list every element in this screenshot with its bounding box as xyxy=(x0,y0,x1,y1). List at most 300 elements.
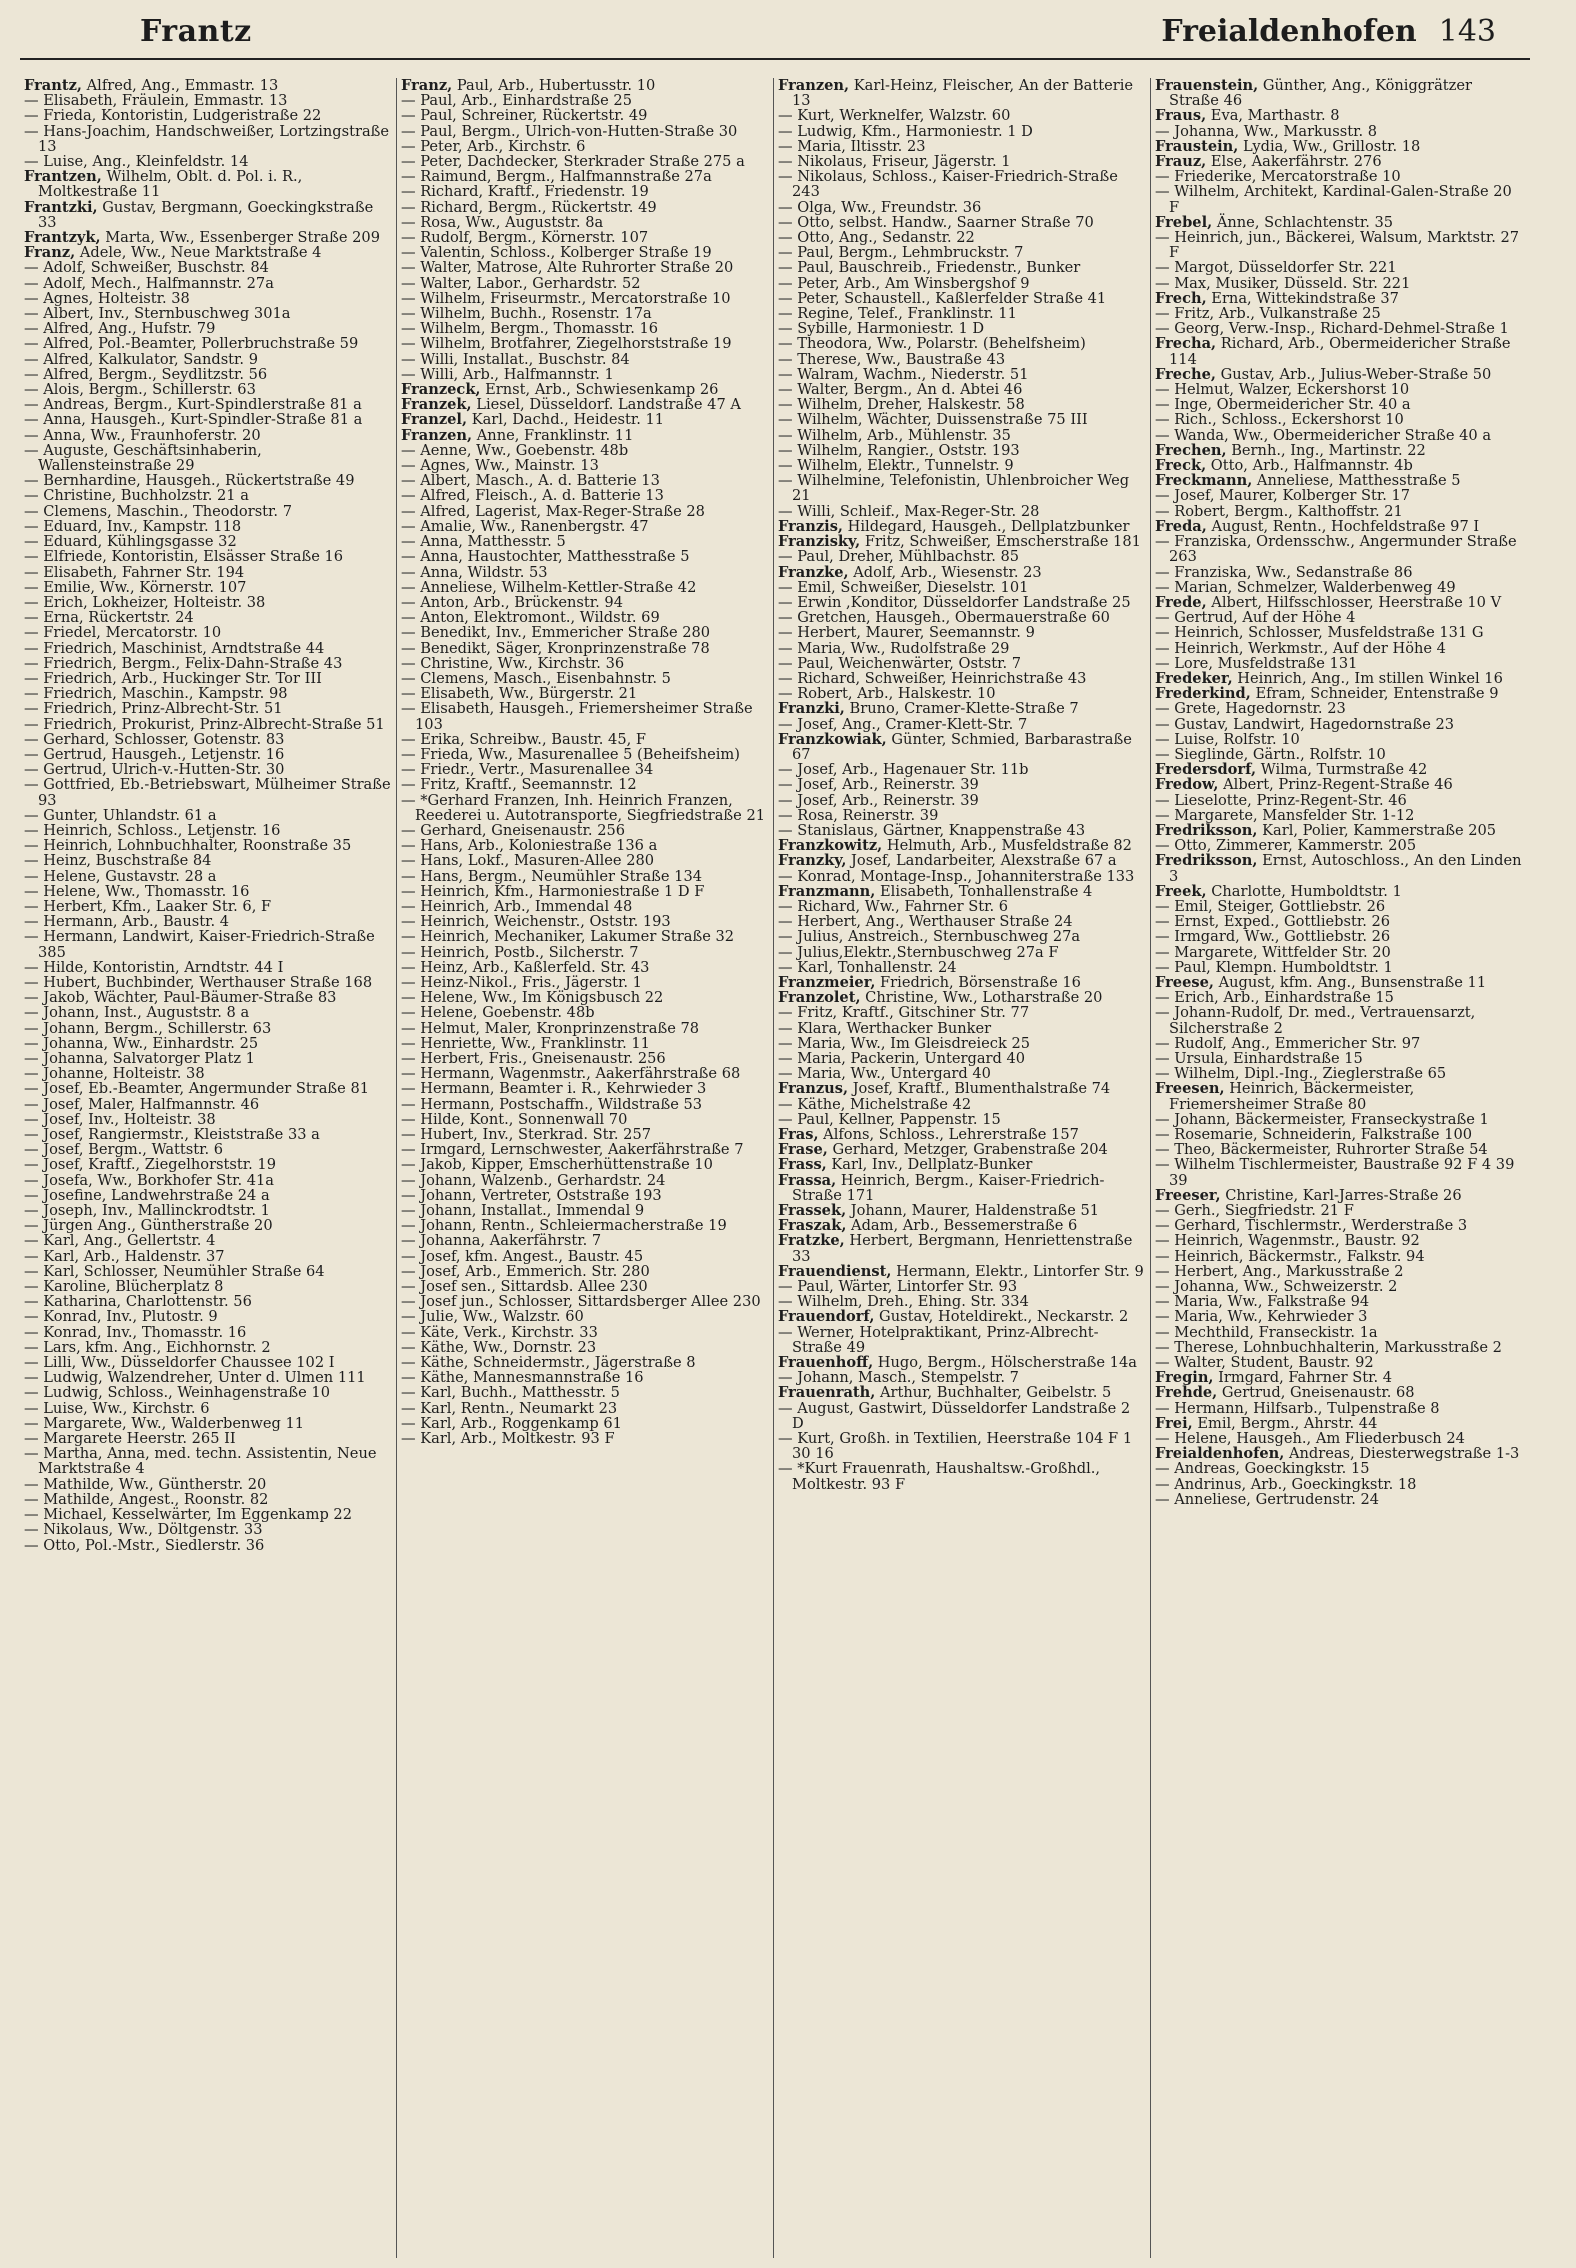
directory-entry xyxy=(24,200,392,230)
directory-entry xyxy=(778,336,1146,351)
entry-details: — Josef, Ang., Cramer-Klett-Str. 7 xyxy=(778,715,1028,733)
directory-entry xyxy=(778,1355,1146,1370)
entry-surname: Frassa, xyxy=(778,1171,837,1189)
directory-entry xyxy=(778,412,1146,427)
entry-surname: Frauenhoff, xyxy=(778,1354,874,1372)
entry-details: — Lars, kfm. Ang., Eichhornstr. 2 xyxy=(24,1338,271,1356)
directory-entry xyxy=(24,1446,392,1476)
entry-details: — Wilhelm, Architekt, Kardinal-Galen-Straße 20 F xyxy=(1155,183,1512,216)
entry-details: — Karl, Arb., Haldenstr. 37 xyxy=(24,1247,225,1265)
directory-entry xyxy=(401,1036,769,1051)
entry-details: — Hermann, Beamter i. R., Kehrwieder 3 xyxy=(401,1080,707,1098)
directory-entry xyxy=(24,1021,392,1036)
entry-surname: Frauz, xyxy=(1155,153,1207,171)
directory-entry xyxy=(401,321,769,336)
directory-entry xyxy=(778,1081,1146,1096)
directory-entry xyxy=(401,428,769,443)
directory-entry xyxy=(1155,1218,1524,1233)
directory-entry xyxy=(778,1203,1146,1218)
directory-entry xyxy=(778,443,1146,458)
entry-surname: Franzus, xyxy=(778,1080,849,1098)
entry-details: — Theo, Bäckermeister, Ruhrorter Straße 54 xyxy=(1155,1141,1488,1159)
entry-details: Arthur, Buchhalter, Geibelstr. 5 xyxy=(875,1384,1112,1402)
entry-details: Else, Aakerfährstr. 276 xyxy=(1206,153,1382,171)
entry-details: August, Rentn., Hochfeldstraße 97 I xyxy=(1206,517,1480,535)
entry-details: — Karl, Rentn., Neumarkt 23 xyxy=(401,1399,618,1417)
entry-details: — Heinz, Buschstraße 84 xyxy=(24,852,212,870)
entry-details: — Josef, Arb., Emmerich. Str. 280 xyxy=(401,1262,650,1280)
entry-details: — Lilli, Ww., Düsseldorfer Chaussee 102 I xyxy=(24,1354,335,1372)
entry-details: Änne, Schlachtenstr. 35 xyxy=(1212,213,1394,231)
directory-entry xyxy=(24,154,392,169)
directory-entry xyxy=(24,823,392,838)
entry-details: Elisabeth, Tonhallenstraße 4 xyxy=(875,882,1093,900)
entry-details: — Wilhelm, Wächter, Duissenstraße 75 III xyxy=(778,411,1088,429)
directory-entry xyxy=(24,671,392,686)
directory-entry xyxy=(1155,443,1524,458)
entry-details: — Ludwig, Kfm., Harmoniestr. 1 D xyxy=(778,122,1033,140)
entry-details: — Ursula, Einhardstraße 15 xyxy=(1155,1050,1363,1067)
directory-entry xyxy=(1155,625,1524,640)
directory-entry xyxy=(778,732,1146,762)
directory-entry xyxy=(401,291,769,306)
entry-details: Heinrich, Bäckermeister, Friemersheimer Straße 80 xyxy=(1169,1080,1415,1113)
entry-details: — Karl, Arb., Moltkestr. 93 F xyxy=(401,1430,615,1448)
entry-details: — Josef, Arb., Reinerstr. 39 xyxy=(778,776,979,794)
entry-details: — Rosa, Reinerstr. 39 xyxy=(778,806,939,824)
directory-entry xyxy=(401,504,769,519)
entry-details: — Elisabeth, Fahrner Str. 194 xyxy=(24,563,245,581)
entry-details: — Walram, Wachm., Niederstr. 51 xyxy=(778,365,1029,383)
entry-details: — Gerhard, Schlosser, Gotenstr. 83 xyxy=(24,730,285,748)
entry-details: — Erna, Rückertstr. 24 xyxy=(24,609,194,627)
entry-details: — Heinrich, Werkmstr., Auf der Höhe 4 xyxy=(1155,639,1446,657)
directory-entry xyxy=(401,1112,769,1127)
entry-details: — Maria, Ww., Im Gleisdreieck 25 xyxy=(778,1034,1031,1052)
directory-entry xyxy=(24,975,392,990)
directory-entry xyxy=(24,1522,392,1537)
directory-entry xyxy=(1155,747,1524,762)
entry-details: — Rosemarie, Schneiderin, Falkstraße 100 xyxy=(1155,1126,1473,1144)
entry-details: — Hermann, Landwirt, Kaiser-Friedrich-Straße 385 xyxy=(24,928,375,961)
directory-entry xyxy=(778,686,1146,701)
directory-entry xyxy=(24,260,392,275)
directory-entry xyxy=(1155,595,1524,610)
directory-entry xyxy=(24,1081,392,1096)
entry-surname: Fredersdorf, xyxy=(1155,761,1257,779)
directory-entry xyxy=(24,1112,392,1127)
entry-details: — Paul, Kellner, Pappenstr. 15 xyxy=(778,1110,1001,1128)
entry-details: — Hermann, Wagenmstr., Aakerfährstraße 68 xyxy=(401,1065,741,1083)
entry-details: — Alfred, Pol.-Beamter, Pollerbruchstraße 59 xyxy=(24,335,359,353)
directory-entry xyxy=(24,108,392,123)
entry-surname: Fredriksson, xyxy=(1155,852,1258,870)
entry-surname: Fraus, xyxy=(1155,107,1207,125)
directory-entry xyxy=(401,701,769,731)
directory-entry xyxy=(778,428,1146,443)
entry-details: — Wilhelm, Rangier., Oststr. 193 xyxy=(778,441,1020,459)
directory-entry xyxy=(1155,306,1524,321)
directory-entry xyxy=(1155,701,1524,716)
entry-details: — Johann, Walzenb., Gerhardstr. 24 xyxy=(401,1171,666,1189)
directory-entry xyxy=(24,838,392,853)
directory-entry xyxy=(1155,397,1524,412)
entry-details: — Otto, Ang., Sedanstr. 22 xyxy=(778,229,975,247)
directory-entry xyxy=(401,1173,769,1188)
entry-details: Hermann, Elektr., Lintorfer Str. 9 xyxy=(891,1262,1144,1280)
directory-entry xyxy=(778,565,1146,580)
entry-details: — Josef jun., Schlosser, Sittardsberger Allee 230 xyxy=(401,1293,761,1311)
directory-entry xyxy=(24,899,392,914)
entry-details: — Maria, Ww., Falkstraße 94 xyxy=(1155,1293,1370,1311)
directory-entry xyxy=(1155,1477,1524,1492)
directory-entry xyxy=(778,382,1146,397)
entry-details: — *Kurt Frauenrath, Haushaltsw.-Großhdl., Moltkestr. 93 F xyxy=(778,1460,1101,1493)
directory-entry xyxy=(1155,671,1524,686)
entry-details: Andreas, Diesterwegstraße 1-3 xyxy=(1284,1445,1520,1463)
entry-details: — Anton, Elektromont., Wildstr. 69 xyxy=(401,609,660,627)
directory-entry xyxy=(401,382,769,397)
entry-details: Albert, Hilfsschlosser, Heerstraße 10 V xyxy=(1206,593,1502,611)
directory-entry xyxy=(1155,565,1524,580)
directory-entry xyxy=(24,1127,392,1142)
directory-entry xyxy=(778,975,1146,990)
directory-entry xyxy=(24,1416,392,1431)
entry-details: — Willi, Schleif., Max-Reger-Str. 28 xyxy=(778,502,1040,520)
entry-details: Adele, Ww., Neue Marktstraße 4 xyxy=(75,244,322,262)
entry-details: — Herbert, Fris., Gneisenaustr. 256 xyxy=(401,1050,666,1067)
directory-entry xyxy=(778,899,1146,914)
entry-details: Heinrich, Bergm., Kaiser-Friedrich-Straße 171 xyxy=(792,1171,1105,1204)
directory-entry xyxy=(401,488,769,503)
entry-details: Otto, Arb., Halfmannstr. 4b xyxy=(1206,457,1413,475)
entry-details: — Margarete, Mansfelder Str. 1-12 xyxy=(1155,806,1415,824)
directory-entry xyxy=(778,1142,1146,1157)
directory-entry xyxy=(778,397,1146,412)
entry-details: — Heinz-Nikol., Fris., Jägerstr. 1 xyxy=(401,973,642,991)
entry-details: — Frieda, Kontoristin, Ludgeristraße 22 xyxy=(24,107,322,125)
directory-entry xyxy=(778,595,1146,610)
entry-details: Josef, Kraftf., Blumenthalstraße 74 xyxy=(848,1080,1111,1098)
entry-details: — Wilhelm, Bergm., Thomasstr. 16 xyxy=(401,320,659,338)
entry-details: — Paul, Wärter, Lintorfer Str. 93 xyxy=(778,1278,1018,1296)
entry-details: — Robert, Bergm., Kalthoffstr. 21 xyxy=(1155,502,1403,520)
directory-entry xyxy=(1155,1233,1524,1248)
directory-entry xyxy=(401,656,769,671)
entry-details: — Agnes, Ww., Mainstr. 13 xyxy=(401,457,599,475)
directory-entry xyxy=(1155,458,1524,473)
entry-details: — Mathilde, Ww., Güntherstr. 20 xyxy=(24,1475,267,1493)
entry-details: Anneliese, Matthesstraße 5 xyxy=(1252,472,1461,490)
directory-entry xyxy=(778,108,1146,123)
entry-details: — Peter, Dachdecker, Sterkrader Straße 275 a xyxy=(401,153,745,171)
directory-entry xyxy=(24,884,392,899)
column-2 xyxy=(397,78,774,2258)
entry-details: — Paul, Bergm., Ulrich-von-Hutten-Straße 30 xyxy=(401,122,738,140)
entry-details: — Helene, Gustavstr. 28 a xyxy=(24,867,217,885)
page-header xyxy=(0,0,1576,70)
entry-details: — Josef, Arb., Reinerstr. 39 xyxy=(778,791,979,809)
entry-details: Friedrich, Börsenstraße 16 xyxy=(875,973,1081,991)
directory-entry xyxy=(778,717,1146,732)
directory-entry xyxy=(778,656,1146,671)
directory-entry xyxy=(1155,610,1524,625)
directory-entry xyxy=(24,1066,392,1081)
entry-details: — Max, Musiker, Düsseld. Str. 221 xyxy=(1155,274,1411,292)
directory-entry xyxy=(778,276,1146,291)
entry-details: — Gertrud, Auf der Höhe 4 xyxy=(1155,609,1356,627)
entry-details: — Heinrich, Bäckermstr., Falkstr. 94 xyxy=(1155,1247,1425,1265)
entry-details: — Julius,Elektr.,Sternbuschweg 27a F xyxy=(778,943,1059,961)
directory-entry xyxy=(24,352,392,367)
entry-details: — Jakob, Kipper, Emscherhüttenstraße 10 xyxy=(401,1156,713,1174)
entry-surname: Fregin, xyxy=(1155,1369,1214,1387)
entry-details: — Fritz, Arb., Vulkanstraße 25 xyxy=(1155,305,1381,323)
directory-entry xyxy=(24,1173,392,1188)
entry-details: — Hans, Arb., Koloniestraße 136 a xyxy=(401,837,658,855)
directory-entry xyxy=(1155,1385,1524,1400)
entry-details: — Hermann, Hilfsarb., Tulpenstraße 8 xyxy=(1155,1399,1440,1417)
directory-entry xyxy=(401,169,769,184)
entry-details: — Werner, Hotelpraktikant, Prinz-Albrecht-Straße 49 xyxy=(778,1323,1099,1356)
entry-details: — Hubert, Buchbinder, Werthauser Straße 168 xyxy=(24,973,373,991)
directory-entry xyxy=(401,124,769,139)
entry-details: — Nikolaus, Friseur, Jägerstr. 1 xyxy=(778,153,1011,171)
directory-entry xyxy=(24,291,392,306)
directory-entry xyxy=(778,1157,1146,1172)
entry-details: — Käthe, Ww., Dornstr. 23 xyxy=(401,1338,597,1356)
directory-entry xyxy=(401,1097,769,1112)
entry-details: Josef, Landarbeiter, Alexstraße 67 a xyxy=(846,852,1117,870)
entry-surname: Frech, xyxy=(1155,289,1207,307)
entry-details: — Heinrich, Kfm., Harmoniestraße 1 D F xyxy=(401,882,705,900)
directory-entry xyxy=(401,777,769,792)
entry-details: — Michael, Kesselwärter, Im Eggenkamp 22 xyxy=(24,1506,352,1524)
directory-entry xyxy=(778,1279,1146,1294)
entry-details: — Johanne, Holteistr. 38 xyxy=(24,1065,205,1083)
entry-details: — Friedrich, Maschinist, Arndtstraße 44 xyxy=(24,639,325,657)
entry-details: — Hans, Bergm., Neumühler Straße 134 xyxy=(401,867,703,885)
directory-entry xyxy=(778,1021,1146,1036)
entry-details: — Johann, Inst., Auguststr. 8 a xyxy=(24,1004,250,1022)
entry-details: — Johann, Bergm., Schillerstr. 63 xyxy=(24,1019,272,1037)
entry-details: — Heinrich, Schlosser, Musfeldstraße 131 G xyxy=(1155,624,1484,642)
directory-entry xyxy=(24,853,392,868)
entry-details: — Josef, Arb., Hagenauer Str. 11b xyxy=(778,761,1029,779)
entry-surname: Frauendorf, xyxy=(778,1308,875,1326)
entry-details: — Friedrich, Prinz-Albrecht-Str. 51 xyxy=(24,700,283,718)
entry-surname: Frei, xyxy=(1155,1414,1193,1432)
entry-details: Adam, Arb., Bessemerstraße 6 xyxy=(846,1217,1078,1235)
directory-entry xyxy=(1155,945,1524,960)
entry-details: — Johanna, Ww., Markusstr. 8 xyxy=(1155,122,1378,140)
entry-details: — Therese, Ww., Baustraße 43 xyxy=(778,350,1006,368)
entry-details: — Henriette, Ww., Franklinstr. 11 xyxy=(401,1034,650,1052)
directory-entry xyxy=(778,671,1146,686)
directory-entry xyxy=(401,1355,769,1370)
entry-details: Liesel, Düsseldorf. Landstraße 47 A xyxy=(471,396,741,414)
entry-details: — Friedr., Vertr., Masurenallee 34 xyxy=(401,761,654,779)
entry-details: — Albert, Inv., Sternbuschweg 301a xyxy=(24,305,291,323)
entry-details: — Theodora, Ww., Polarstr. (Behelfsheim) xyxy=(778,335,1086,353)
entry-details: Emil, Bergm., Ahrstr. 44 xyxy=(1192,1414,1378,1432)
directory-entry xyxy=(1155,732,1524,747)
directory-entry xyxy=(1155,1401,1524,1416)
entry-surname: Freek, xyxy=(1155,882,1207,900)
directory-entry xyxy=(401,1309,769,1324)
entry-surname: Franzkowiak, xyxy=(778,730,887,748)
entry-details: — Ludwig, Walzendreher, Unter d. Ulmen 111 xyxy=(24,1369,366,1387)
entry-details: — Anna, Wildstr. 53 xyxy=(401,563,548,581)
entry-details: — Helmut, Walzer, Eckershorst 10 xyxy=(1155,381,1410,399)
directory-entry xyxy=(778,641,1146,656)
entry-details: — Paul, Weichenwärter, Oststr. 7 xyxy=(778,654,1022,672)
entry-details: — Hilde, Kont., Sonnenwall 70 xyxy=(401,1110,628,1128)
directory-entry xyxy=(401,184,769,199)
entry-details: — Benedikt, Inv., Emmericher Straße 280 xyxy=(401,624,711,642)
directory-entry xyxy=(1155,777,1524,792)
entry-details: — Nikolaus, Ww., Döltgenstr. 33 xyxy=(24,1521,263,1539)
directory-entry xyxy=(778,291,1146,306)
directory-entry xyxy=(1155,1492,1524,1507)
directory-entry xyxy=(1155,1309,1524,1324)
entry-surname: Frechen, xyxy=(1155,441,1227,459)
entry-details: — Regine, Telef., Franklinstr. 11 xyxy=(778,305,1017,323)
directory-entry xyxy=(24,1355,392,1370)
entry-details: — Paul, Bauschreib., Friedenstr., Bunker xyxy=(778,259,1081,277)
entry-surname: Fratzke, xyxy=(778,1232,845,1250)
entry-details: — Wilhelm Tischlermeister, Baustraße 92 F 4 39 39 xyxy=(1155,1156,1515,1189)
entry-details: — Ernst, Exped., Gottliebstr. 26 xyxy=(1155,913,1391,931)
entry-details: — Elisabeth, Fräulein, Emmastr. 13 xyxy=(24,92,288,110)
entry-details: — Gerhard, Tischlermstr., Werderstraße 3 xyxy=(1155,1217,1468,1235)
entry-details: — Mathilde, Angest., Roonstr. 82 xyxy=(24,1490,269,1508)
entry-details: — Wanda, Ww., Obermeidericher Straße 40 a xyxy=(1155,426,1492,444)
directory-entry xyxy=(1155,990,1524,1005)
entry-surname: Fredow, xyxy=(1155,776,1219,794)
directory-entry xyxy=(24,1036,392,1051)
directory-entry xyxy=(401,1203,769,1218)
directory-entry xyxy=(401,945,769,960)
entry-details: — Josef, Bergm., Wattstr. 6 xyxy=(24,1141,224,1159)
entry-details: — Elfriede, Kontoristin, Elsässer Straße 16 xyxy=(24,548,344,566)
directory-entry xyxy=(24,747,392,762)
entry-surname: Franzki, xyxy=(778,700,845,718)
directory-entry xyxy=(24,565,392,580)
entry-details: — Maria, Packerin, Untergard 40 xyxy=(778,1050,1026,1067)
directory-entry xyxy=(24,656,392,671)
entry-surname: Frantzyk, xyxy=(24,229,101,247)
entry-details: — Karl, Schlosser, Neumühler Straße 64 xyxy=(24,1262,325,1280)
entry-details: August, kfm. Ang., Bunsenstraße 11 xyxy=(1213,973,1487,991)
entry-details: — Johann-Rudolf, Dr. med., Vertrauensarzt, Silcherstraße 2 xyxy=(1155,1004,1476,1037)
directory-entry xyxy=(1155,1446,1524,1461)
entry-details: — Peter, Arb., Am Winsbergshof 9 xyxy=(778,274,1030,292)
entry-details: Karl, Dachd., Heidestr. 11 xyxy=(467,411,665,429)
entry-details: Herbert, Bergmann, Henriettenstraße 33 xyxy=(792,1232,1133,1265)
entry-details: — Wilhelm, Elektr., Tunnelstr. 9 xyxy=(778,457,1014,475)
entry-details: — Johanna, Aakerfährstr. 7 xyxy=(401,1232,602,1250)
directory-entry xyxy=(778,914,1146,929)
entry-details: — Gustav, Landwirt, Hagedornstraße 23 xyxy=(1155,715,1455,733)
directory-entry xyxy=(778,625,1146,640)
directory-entry xyxy=(24,321,392,336)
entry-details: Irmgard, Fahrner Str. 4 xyxy=(1213,1369,1393,1387)
directory-entry xyxy=(778,1233,1146,1263)
column-3 xyxy=(774,78,1151,2258)
entry-details: — Paul, Bergm., Lehmbruckstr. 7 xyxy=(778,244,1024,262)
directory-entry xyxy=(24,336,392,351)
directory-entry xyxy=(401,352,769,367)
directory-columns xyxy=(20,78,1530,2258)
entry-details: — Peter, Arb., Kirchstr. 6 xyxy=(401,137,586,155)
directory-entry xyxy=(1155,412,1524,427)
entry-details: — Johann, Installat., Immendal 9 xyxy=(401,1202,645,1220)
entry-details: — Peter, Schaustell., Kaßlerfelder Straße 41 xyxy=(778,289,1107,307)
entry-details: — Konrad, Montage-Insp., Johanniterstraße 133 xyxy=(778,867,1135,885)
directory-entry xyxy=(401,1294,769,1309)
entry-details: — Franziska, Ww., Sedanstraße 86 xyxy=(1155,563,1413,581)
directory-entry xyxy=(401,960,769,975)
directory-entry xyxy=(778,154,1146,169)
entry-details: — Karl, Ang., Gellertstr. 4 xyxy=(24,1232,216,1250)
entry-details: — Anna, Hausgeh., Kurt-Spindler-Straße 81 a xyxy=(24,411,363,429)
entry-surname: Fredriksson, xyxy=(1155,821,1258,839)
entry-details: — Eduard, Inv., Kampstr. 118 xyxy=(24,517,242,535)
entry-details: — Hermann, Postschaffn., Wildstraße 53 xyxy=(401,1095,703,1113)
directory-entry xyxy=(401,93,769,108)
entry-details: — Josefa, Ww., Borkhofer Str. 41a xyxy=(24,1171,275,1189)
entry-details: — Maria, Ww., Kehrwieder 3 xyxy=(1155,1308,1368,1326)
entry-details: Wilma, Turmstraße 42 xyxy=(1256,761,1428,779)
directory-entry xyxy=(401,519,769,534)
directory-entry xyxy=(778,1370,1146,1385)
entry-details: — Stanislaus, Gärtner, Knappenstraße 43 xyxy=(778,821,1086,839)
directory-entry xyxy=(778,1294,1146,1309)
directory-entry xyxy=(778,169,1146,199)
directory-entry xyxy=(24,1538,392,1553)
entry-details: — Alfred, Kalkulator, Sandstr. 9 xyxy=(24,350,258,368)
entry-details: — Wilhelm, Friseurmstr., Mercatorstraße 10 xyxy=(401,289,731,307)
entry-details: — Paul, Arb., Einhardstraße 25 xyxy=(401,92,632,110)
entry-surname: Franzky, xyxy=(778,852,847,870)
entry-surname: Frehde, xyxy=(1155,1384,1218,1402)
entry-details: Paul, Arb., Hubertusstr. 10 xyxy=(452,78,656,94)
entry-details: — Anton, Arb., Brückenstr. 94 xyxy=(401,593,623,611)
entry-surname: Franz, xyxy=(24,244,76,262)
entry-surname: Frauenstein, xyxy=(1155,78,1259,94)
directory-entry xyxy=(1155,793,1524,808)
entry-details: — Therese, Lohnbuchhalterin, Markusstraße 2 xyxy=(1155,1338,1502,1356)
directory-entry xyxy=(24,1309,392,1324)
directory-entry xyxy=(1155,899,1524,914)
entry-details: — Katharina, Charlottenstr. 56 xyxy=(24,1293,252,1311)
entry-details: Anne, Franklinstr. 11 xyxy=(472,426,634,444)
directory-entry xyxy=(1155,1112,1524,1127)
entry-details: — Karl, Arb., Roggenkamp 61 xyxy=(401,1414,622,1432)
directory-entry xyxy=(778,473,1146,503)
entry-details: Gustav, Hoteldirekt., Neckarstr. 2 xyxy=(874,1308,1129,1326)
entry-details: — Irmgard, Ww., Gottliebstr. 26 xyxy=(1155,928,1391,946)
directory-entry xyxy=(401,1249,769,1264)
entry-details: — Gerhard, Gneisenaustr. 256 xyxy=(401,821,626,839)
directory-entry xyxy=(778,352,1146,367)
entry-details: — Rudolf, Bergm., Körnerstr. 107 xyxy=(401,229,649,247)
directory-entry xyxy=(778,1036,1146,1051)
directory-entry xyxy=(1155,914,1524,929)
directory-entry xyxy=(1155,1157,1524,1187)
entry-details: — Käthe, Michelstraße 42 xyxy=(778,1095,972,1113)
